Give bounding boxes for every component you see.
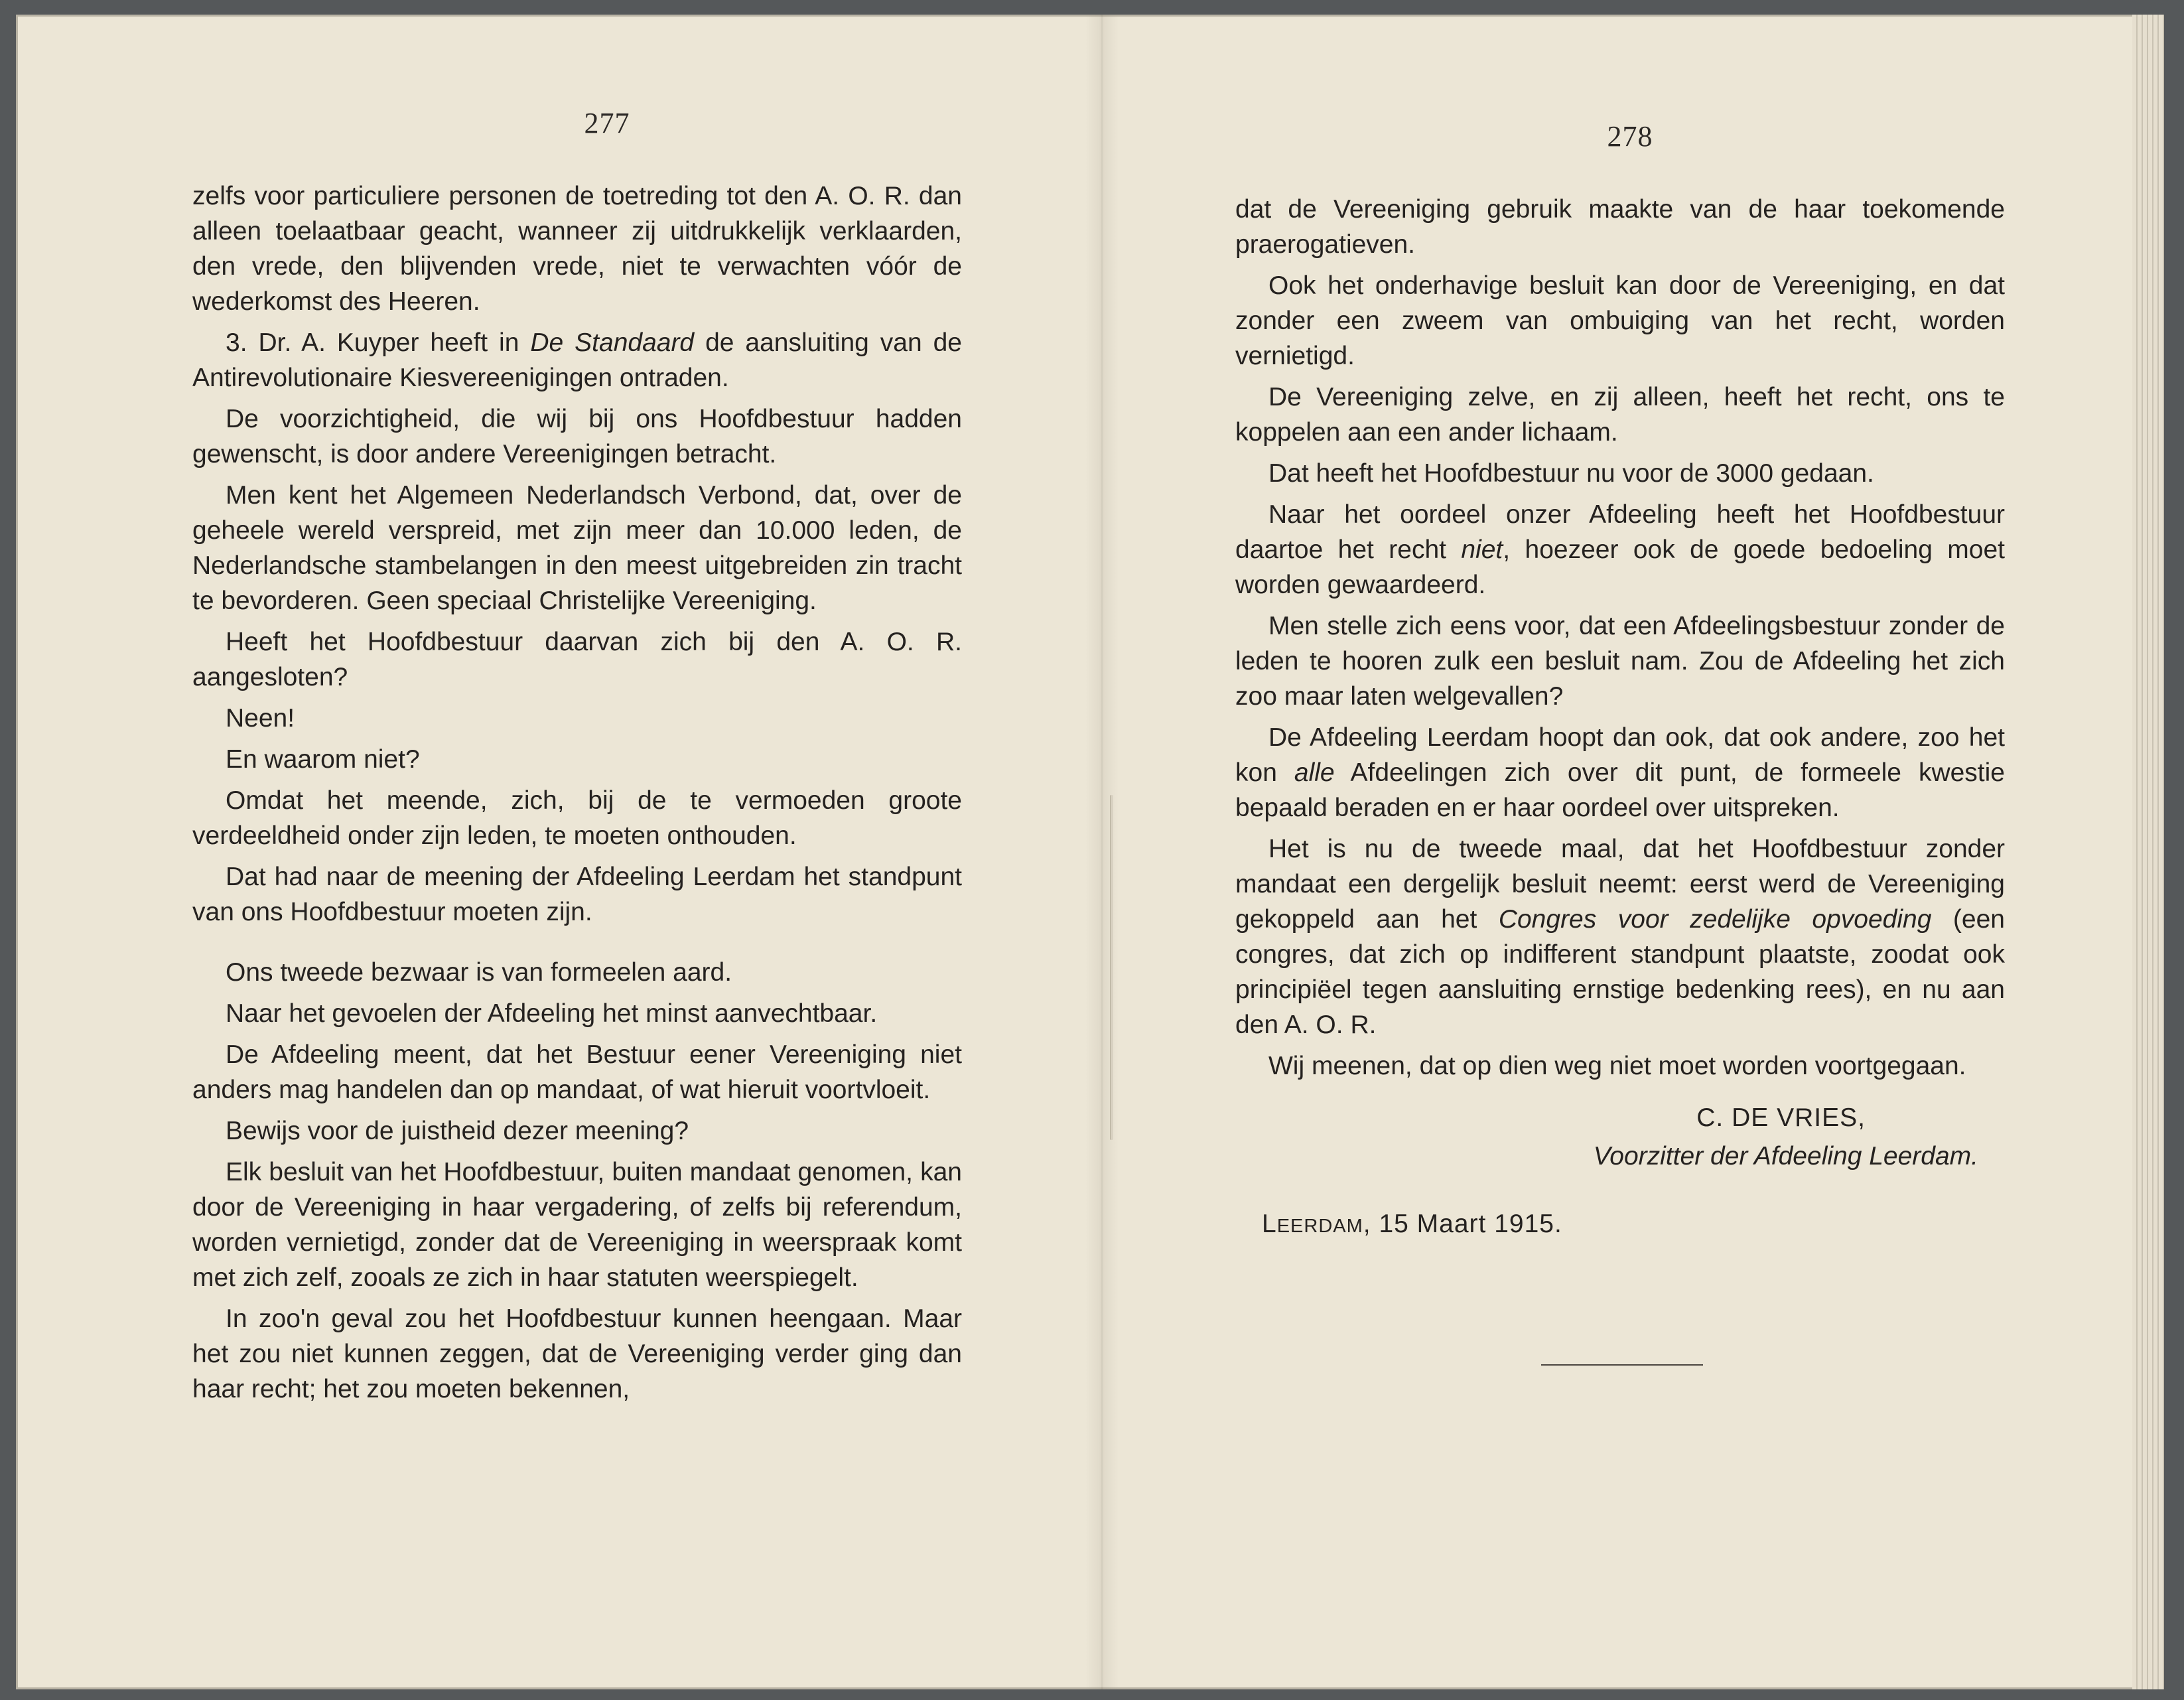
italic-text: alle xyxy=(1294,758,1335,787)
text-run: (een congres, dat zich op indifferent standpunt plaatste, zoodat ook principiëel tegen aansluiting ernstige bedenking rees), en nu aan den A. O. R. xyxy=(1235,905,2005,1039)
book-gutter xyxy=(1085,15,1119,1689)
paragraph xyxy=(1235,720,2005,825)
text-run: Men stelle zich eens voor, dat een Afdeelingsbestuur zonder de leden te hooren zulk een besluit nam. Zou de Afdeeling het zich zoo maar laten welgevallen? xyxy=(1235,612,2005,711)
dateline-place-initial: L xyxy=(1262,1210,1277,1238)
paragraph xyxy=(192,742,962,777)
page-number: 278 xyxy=(1607,120,1653,153)
paragraph xyxy=(1235,380,2005,450)
text-run: De Afdeeling meent, dat het Bestuur eener Vereeniging niet anders mag handelen dan op mandaat, of wat hieruit voortvloeit. xyxy=(192,1040,962,1104)
signature-name: C. DE VRIES, xyxy=(1696,1103,1866,1132)
paragraph xyxy=(192,859,962,930)
text-run: Ook het onderhavige besluit kan door de Vereeniging, en dat zonder een zweem van ombuiging van het recht, worden vernietigd. xyxy=(1235,271,2005,370)
text-run: Het is nu de tweede maal, dat het Hoofdbestuur zonder mandaat een dergelijk besluit neemt: eerst werd de Vereeniging gekoppeld aan het xyxy=(1235,835,2005,934)
text-run: De Vereeniging zelve, en zij alleen, heeft het recht, ons te koppelen aan een ander lichaam. xyxy=(1235,383,2005,447)
dateline xyxy=(1262,1210,2005,1239)
signature-role: Voorzitter der Afdeeling Leerdam. xyxy=(1593,1142,1978,1170)
right-page xyxy=(1235,119,2005,1239)
text-run: Naar het oordeel onzer Afdeeling heeft het Hoofdbestuur daartoe het recht xyxy=(1235,500,2005,564)
text-run: Ons tweede bezwaar is van formeelen aard. xyxy=(226,958,732,987)
text-run: Dat heeft het Hoofdbestuur nu voor de 3000 gedaan. xyxy=(1268,459,1874,488)
paragraph xyxy=(192,996,962,1031)
paragraph xyxy=(192,325,962,395)
text-run: Elk besluit van het Hoofdbestuur, buiten mandaat genomen, kan door de Vereeniging in haar vergadering, of zelfs bij referendum, worden vernietigd, zonder dat de Vereeniging in weerspraak komt met zich zelf, zooals ze zich in haar statuten weerspiegelt. xyxy=(192,1158,962,1292)
paragraph xyxy=(192,478,962,618)
closing-rule xyxy=(1541,1364,1703,1366)
paragraph xyxy=(1235,1048,2005,1084)
text-run: 3. Dr. A. Kuyper heeft in xyxy=(226,328,531,357)
binding-thread xyxy=(1110,795,1113,1140)
text-run: Afdeelingen zich over dit punt, de formeele kwestie bepaald beraden en er haar oordeel over uitspreken. xyxy=(1235,758,2005,822)
paragraph xyxy=(1235,456,2005,491)
dateline-date: , 15 Maart 1915. xyxy=(1363,1210,1562,1238)
text-run: Neen! xyxy=(226,704,295,733)
text-run: , hoezeer ook de goede bedoeling moet worden gewaardeerd. xyxy=(1235,535,2006,599)
text-run: Heeft het Hoofdbestuur daarvan zich bij den A. O. R. aangesloten? xyxy=(192,628,962,691)
dateline-place: EERDAM xyxy=(1276,1216,1363,1237)
page-number: 277 xyxy=(584,107,630,139)
text-run: zelfs voor particuliere personen de toetreding tot den A. O. R. dan alleen toelaatbaar geacht, wanneer zij uitdrukkelijk verklaarden, den vrede, den blijvenden vrede, niet te verwachten vóór de wederkomst des Heeren. xyxy=(192,182,962,316)
paragraph xyxy=(192,955,962,990)
text-run: Men kent het Algemeen Nederlandsch Verbond, dat, over de geheele wereld verspreid, met zijn meer dan 10.000 leden, de Nederlandsche stambelangen in den meest uitgebreiden zin tracht te bevorderen. Geen speciaal Christelijke Vereeniging. xyxy=(192,481,962,615)
paragraph xyxy=(192,1155,962,1295)
paragraph xyxy=(1235,268,2005,374)
page-body xyxy=(1235,192,2005,1084)
text-run: En waarom niet? xyxy=(226,745,420,774)
italic-text: Congres voor zedelijke opvoeding xyxy=(1498,905,1932,934)
paragraph xyxy=(1235,192,2005,262)
paragraph xyxy=(192,624,962,695)
text-run: Dat had naar de meening der Afdeeling Leerdam het standpunt van ons Hoofdbestuur moeten zijn. xyxy=(192,863,962,926)
text-run: Bewijs voor de juistheid dezer meening? xyxy=(226,1117,689,1145)
left-page xyxy=(192,106,962,1413)
paragraph xyxy=(1235,831,2005,1042)
page-body xyxy=(192,178,962,1407)
paragraph xyxy=(192,178,962,319)
italic-text: niet xyxy=(1461,535,1503,564)
paragraph xyxy=(192,1301,962,1407)
text-run: Omdat het meende, zich, bij de te vermoeden groote verdeeldheid onder zijn leden, te moeten onthouden. xyxy=(192,786,962,850)
text-run: De Afdeeling Leerdam hoopt dan ook, dat ook andere, zoo het kon xyxy=(1235,723,2005,787)
text-run: de aansluiting van de Antirevolutionaire Kiesvereenigingen ontraden. xyxy=(192,328,962,392)
paragraph xyxy=(1235,608,2005,714)
text-run: dat de Vereeniging gebruik maakte van de haar toekomende praerogatieven. xyxy=(1235,195,2005,259)
page-edges xyxy=(2132,15,2164,1689)
paragraph xyxy=(1235,497,2005,602)
paragraph xyxy=(192,401,962,472)
italic-text: De Standaard xyxy=(530,328,695,357)
paragraph xyxy=(192,783,962,853)
paragraph xyxy=(192,701,962,736)
text-run: Wij meenen, dat op dien weg niet moet worden voortgegaan. xyxy=(1268,1052,1966,1080)
text-run: In zoo'n geval zou het Hoofdbestuur kunnen heengaan. Maar het zou niet kunnen zeggen, dat de Vereeniging verder ging dan haar recht; het zou moeten bekennen, xyxy=(192,1305,962,1403)
text-run: De voorzichtigheid, die wij bij ons Hoofdbestuur hadden gewenscht, is door andere Vereenigingen betracht. xyxy=(192,405,962,468)
paragraph xyxy=(192,1037,962,1107)
text-run: Naar het gevoelen der Afdeeling het minst aanvechtbaar. xyxy=(226,999,878,1028)
paragraph xyxy=(192,1113,962,1149)
